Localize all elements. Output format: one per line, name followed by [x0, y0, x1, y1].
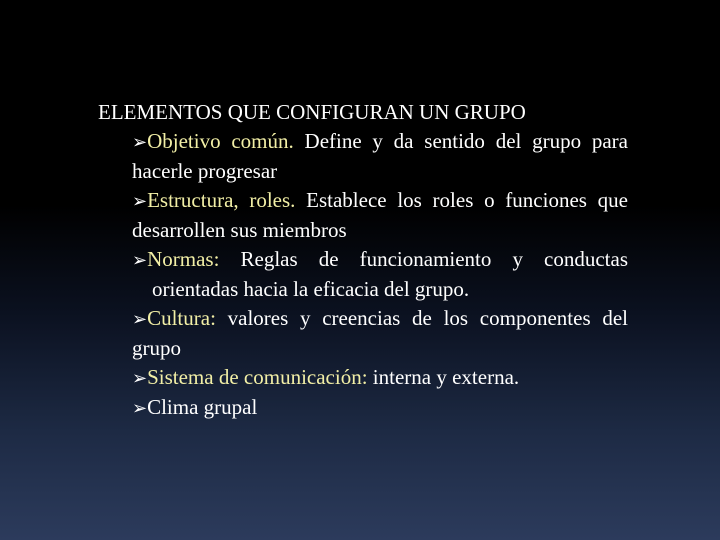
item-term: Estructura, roles.: [147, 188, 296, 212]
item-term: Normas:: [147, 247, 220, 271]
arrow-bullet-icon: ➢: [132, 132, 148, 153]
item-term: Sistema de comunicación:: [147, 365, 368, 389]
item-text: Define y da sentido del grupo para hacerle progresar: [132, 129, 628, 183]
arrow-bullet-icon: ➢: [132, 191, 148, 212]
list-item-cultura: [132, 304, 628, 363]
item-term: Cultura:: [147, 306, 216, 330]
list-item-clima: [132, 393, 628, 423]
elements-list: [98, 127, 628, 423]
arrow-bullet-icon: ➢: [132, 250, 148, 271]
list-item-objetivo: [132, 127, 628, 186]
arrow-bullet-icon: ➢: [132, 309, 148, 330]
item-text: Reglas de funcionamiento y conductas orientadas hacia la eficacia del grupo.: [152, 247, 628, 301]
slide-content: [98, 98, 628, 423]
item-text: interna y externa.: [367, 365, 520, 389]
list-item-estructura: [132, 186, 628, 245]
item-term: Objetivo común.: [147, 129, 294, 153]
arrow-bullet-icon: ➢: [132, 368, 148, 389]
list-item-sistema: [132, 363, 628, 393]
item-text: Establece los roles o funciones que desarrollen sus miembros: [132, 188, 628, 242]
list-item-normas: [132, 245, 628, 304]
item-text: valores y creencias de los componentes del grupo: [132, 306, 628, 360]
arrow-bullet-icon: ➢: [132, 398, 148, 419]
slide-heading: ELEMENTOS QUE CONFIGURAN UN GRUPO: [98, 100, 526, 124]
item-text: Clima grupal: [147, 395, 258, 419]
